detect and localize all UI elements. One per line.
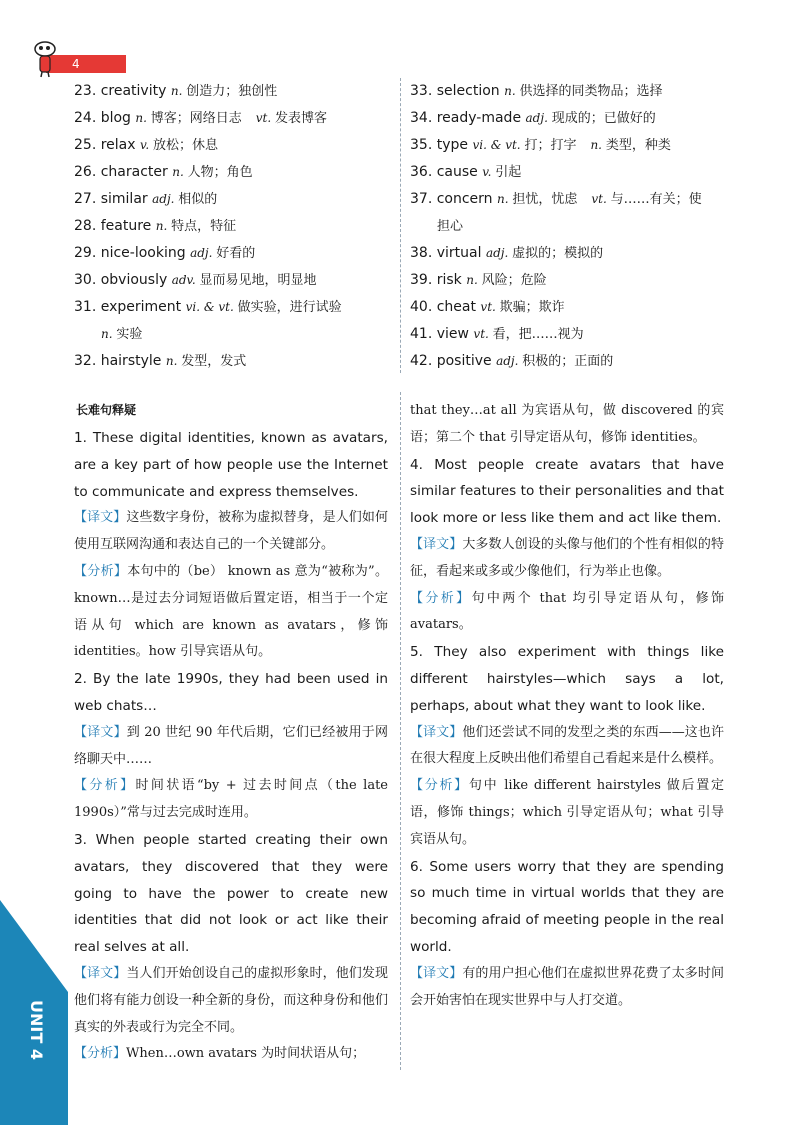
vocab-number: 25. [74,137,101,153]
translation-body: 到 20 世纪 90 年代后期，它们已经被用于网络聊天中…… [74,724,388,767]
vocab-item [74,267,392,294]
sentence-english: 1. These digital identities, known as avatars, are a key part of how people use the Internet to communicate and express themselves. [74,430,388,500]
vocab-word: hairstyle [100,353,166,369]
vocab-number: 39. [410,272,437,288]
translation-body: 大多数人创设的头像与他们的个性有相似的特征，看起来或多或少像他们，行为举止也像。 [410,536,724,579]
vocab-number: 27. [74,191,101,207]
sentence-english: 6. Some users worry that they are spending so much time in virtual worlds that they are becoming afraid of meeting people in the real world. [410,858,724,955]
analysis-text [410,773,724,853]
section-heading: 长难句释疑 [76,403,137,417]
part-of-speech: n. [170,84,187,98]
analysis-tag: 【分析】 [74,778,136,794]
translation-body: 这些数字身份，被称为虚拟替身，是人们如何使用互联网沟通和表达自己的一个关键部分。 [74,510,388,553]
definition: 与……有关；使 [610,192,702,207]
translation-tag: 【译文】 [74,965,127,981]
analysis-tag: 【分析】 [74,563,128,579]
definition: 创造力；独创性 [186,84,278,99]
analysis-body: 本句中的（be） known as 意为“被称为”。known…是过去分词短语做后置定语，相当于一个定语从句 which are known as avatars，修饰 identities。how 引导宾语从句。 [74,563,388,660]
column-divider [400,78,401,373]
definition: 欺骗；欺诈 [499,300,565,315]
vocab-item [410,240,728,267]
analysis-tag: 【分析】 [74,1046,127,1062]
vocab-item [74,132,392,159]
vocab-item [410,186,728,213]
definition: 担心 [437,219,464,234]
vocab-list-left [74,78,392,375]
column-divider [400,392,401,1070]
sentence-english: 5. They also experiment with things like different hairstyles—which says a lot, perhaps, about what they want to look like. [410,644,724,714]
part-of-speech: adj. [152,192,179,206]
part-of-speech: vi. & vt. [472,138,525,152]
part-of-speech: n. [155,219,172,233]
definition: 做实验，进行试验 [237,300,342,315]
part-of-speech: n. [504,84,520,98]
translation-tag: 【译文】 [410,965,463,981]
definition: 人物；角色 [187,165,253,180]
translation-text [74,505,388,559]
vocab-word: cause [436,164,483,180]
vocab-word: type [436,137,473,153]
translation-body: 当人们开始创设自己的虚拟形象时，他们发现他们将有能力创设一种全新的身份，而这种身份和他们真实的外表或行为完全不同。 [74,965,388,1035]
vocab-word: blog [100,110,136,126]
analysis-text [74,559,388,666]
vocab-word: view [436,326,474,342]
vocab-item-continued [410,213,728,240]
vocab-item [410,78,728,105]
vocab-word: nice-looking [100,245,191,261]
vocab-item [410,159,728,186]
vocab-item [74,159,392,186]
definition: 发型，发式 [181,354,247,369]
vocab-number: 37. [410,191,437,207]
vocab-item-continued [74,321,392,348]
vocab-word: creativity [100,83,171,99]
definition: 现成的；已做好的 [551,111,656,126]
definition: 供选择的同类物品；选择 [519,84,663,99]
definition: 好看的 [216,246,256,261]
definition: 类型，种类 [605,138,671,153]
analysis-body: When…own avatars 为时间状语从句； [126,1046,366,1062]
vocab-number: 30. [74,272,101,288]
sentence-column-left [74,425,388,1068]
analysis-text [410,586,724,640]
part-of-speech: vt. [473,327,493,341]
page-number: 4 [72,57,80,71]
part-of-speech: adj. [190,246,217,260]
vocab-number: 34. [410,110,437,126]
part-of-speech: vt. [591,192,611,206]
vocab-item [74,105,392,132]
vocab-item [74,78,392,105]
sentence-column-right [410,398,724,1014]
vocab-word: relax [100,137,140,153]
analysis-tag: 【分析】 [410,590,472,606]
part-of-speech: n. [165,354,182,368]
vocab-number: 36. [410,164,437,180]
analysis-body: 句中 like different hairstyles 做后置定语，修饰 things；which 引导定语从句；what 引导宾语从句。 [410,778,724,847]
vocab-word: ready-made [436,110,526,126]
vocab-word: virtual [436,245,486,261]
vocab-item [74,294,392,321]
translation-tag: 【译文】 [74,510,127,526]
part-of-speech: adj. [525,111,552,125]
vocab-word: selection [436,83,505,99]
part-of-speech: v. [139,138,153,152]
sentence-english: 2. By the late 1990s, they had been used in web chats… [74,671,388,714]
analysis-body: 时间状语“by + 过去时间点（the late 1990s）”常与过去完成时连用。 [74,778,388,821]
definition: 担忧，忧虑 [512,192,578,207]
vocab-number: 31. [74,299,101,315]
vocab-number: 38. [410,245,437,261]
vocab-number: 26. [74,164,101,180]
vocab-number: 24. [74,110,101,126]
part-of-speech: vi. & vt. [185,300,238,314]
translation-text [74,961,388,1041]
vocab-word: feature [100,218,156,234]
vocab-word: character [100,164,173,180]
vocab-word: similar [100,191,153,207]
vocab-item [74,348,392,375]
spacer [576,137,590,153]
part-of-speech: vt. [255,111,276,125]
part-of-speech: v. [482,165,496,179]
vocab-word: positive [436,353,497,369]
vocab-word: experiment [100,299,186,315]
analysis-text [74,1041,388,1068]
vocab-word: risk [436,272,467,288]
translation-text [410,532,724,586]
translation-tag: 【译文】 [74,724,127,740]
translation-tag: 【译文】 [410,536,463,552]
translation-text [410,961,724,1015]
vocab-word: obviously [100,272,172,288]
unit-label: UNIT 4 [27,1000,46,1060]
vocab-word: cheat [436,299,481,315]
vocab-item [410,321,728,348]
translation-text [410,720,724,774]
analysis-text [74,773,388,827]
translation-tag: 【译文】 [410,724,463,740]
definition: 积极的；正面的 [522,354,614,369]
vocab-number: 40. [410,299,437,315]
part-of-speech: n. [172,165,188,179]
vocab-item [74,240,392,267]
vocab-item [410,267,728,294]
definition: 虚拟的；模拟的 [512,246,604,261]
definition: 看，把……视为 [492,327,584,342]
definition: 实验 [116,327,143,342]
vocab-item [410,105,728,132]
spacer [577,191,591,207]
vocab-number: 42. [410,353,437,369]
analysis-tag: 【分析】 [410,778,469,794]
definition: 发表博客 [275,111,328,126]
vocab-number: 29. [74,245,101,261]
analysis-body: 句中两个 that 均引导定语从句，修饰 avatars。 [410,590,724,633]
definition: 显而易见地，明显地 [199,273,317,288]
part-of-speech: n. [466,273,482,287]
part-of-speech: n. [497,192,513,206]
vocab-number: 28. [74,218,101,234]
cartoon-character-icon [32,40,62,78]
translation-body: 他们还尝试不同的发型之类的东西——这也许在很大程度上反映出他们希望自己看起来是什么模样。 [410,724,724,767]
definition: 风险；危险 [481,273,547,288]
translation-text [74,720,388,774]
vocab-number: 23. [74,83,101,99]
part-of-speech: n. [135,111,151,125]
vocab-number: 32. [74,353,101,369]
vocab-word: concern [436,191,497,207]
part-of-speech: vt. [480,300,500,314]
sentence-english: 3. When people started creating their own avatars, they discovered that they were going to have the power to create new identities that did not look or act like their real selves at all. [74,831,388,956]
spacer [242,110,256,126]
vocab-number: 35. [410,137,437,153]
vocab-list-right [410,78,728,375]
part-of-speech: adj. [496,354,523,368]
sentence-english: 4. Most people create avatars that have similar features to their personalities and that look more or less like them and act like them. [410,456,724,527]
analysis-continued: that they…at all 为宾语从句，做 discovered 的宾语；第二个 that 引导定语从句，修饰 identities。 [410,403,724,445]
definition: 打；打字 [524,138,577,153]
vocab-item [410,348,728,375]
vocab-item [410,132,728,159]
vocab-item [410,294,728,321]
definition: 相似的 [178,192,218,207]
definition: 博客；网络日志 [150,111,242,126]
vocab-number: 41. [410,326,437,342]
definition: 特点，特征 [171,219,237,234]
part-of-speech: adv. [171,273,200,287]
part-of-speech: n. [590,138,606,152]
definition: 引起 [495,165,522,180]
vocab-item [74,186,392,213]
part-of-speech: n. [101,327,117,341]
definition: 放松；休息 [152,138,218,153]
vocab-number: 33. [410,83,437,99]
translation-body: 有的用户担心他们在虚拟世界花费了太多时间会开始害怕在现实世界中与人打交道。 [410,965,724,1008]
part-of-speech: adj. [485,246,513,260]
vocab-item [74,213,392,240]
